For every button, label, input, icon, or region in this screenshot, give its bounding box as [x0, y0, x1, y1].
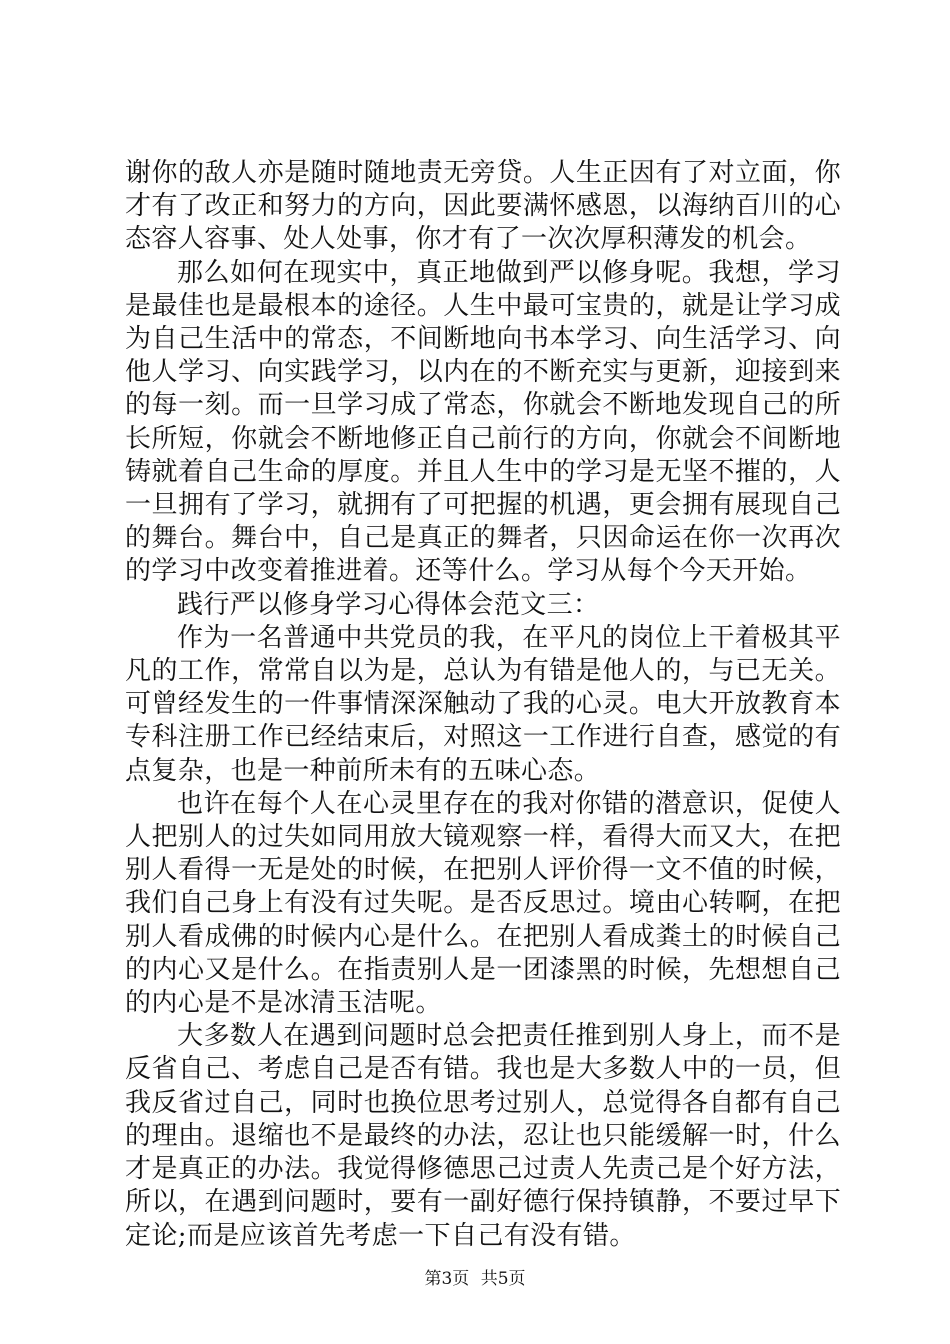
paragraph: 也许在每个人在心灵里存在的我对你错的潜意识，促使人人把别人的过失如同用放大镜观察一样，看得大而又大，在把别人看得一无是处的时候，在把别人评价得一文不值的时候，我们自己身上有没有过失呢。是否反思过。境由心转啊，在把别人看成佛的时候内心是什么。在把别人看成粪土的时候自己的内心又是什么。在指责别人是一团漆黑的时候，先想想自己的内心是不是冰清玉洁呢。: [125, 788, 841, 1019]
paragraph: 谢你的敌人亦是随时随地责无旁贷。人生正因有了对立面，你才有了改正和努力的方向，因此要满怀感恩，以海纳百川的心态容人容事、处人处事，你才有了一次次厚积薄发的机会。: [125, 158, 841, 255]
section-heading: 践行严以修身学习心得体会范文三：: [177, 589, 600, 620]
paragraph: 那么如何在现实中，真正地做到严以修身呢。我想，学习是最佳也是最根本的途径。人生中最可宝贵的，就是让学习成为自己生活中的常态，不间断地向书本学习、向生活学习、向他人学习、向实践学习，以内在的不断充实与更新，迎接到来的每一刻。而一旦学习成了常态，你就会不断地发现自己的所长所短，你就会不断地修正自己前行的方向，你就会不间断地铸就着自己生命的厚度。并且人生中的学习是无坚不摧的，人一旦拥有了学习，就拥有了可把握的机遇，更会拥有展现自己的舞台。舞台中，自己是真正的舞者，只因命运在你一次再次的学习中改变着推进着。还等什么。学习从每个今天开始。: [125, 257, 841, 587]
total-pages: 共5页: [480, 1269, 526, 1289]
paragraph: 大多数人在遇到问题时总会把责任推到别人身上，而不是反省自己、考虑自己是否有错。我也是大多数人中的一员，但我反省过自己，同时也换位思考过别人，总觉得各自都有自己的理由。退缩也不是最终的办法，忍让也只能缓解一时，什么才是真正的办法。我觉得修德思己过责人先责己是个好方法，所以，在遇到问题时，要有一副好德行保持镇静，不要过早下定论;而是应该首先考虑一下自己有没有错。: [125, 1021, 841, 1251]
document-body: [125, 157, 841, 1253]
paragraph: 作为一名普通中共党员的我，在平凡的岗位上干着极其平凡的工作，常常自以为是，总认为有错是他人的，与已无关。可曾经发生的一件事情深深触动了我的心灵。电大开放教育本专科注册工作已经结束后，对照这一工作进行自查，感觉的有点复杂，也是一种前所未有的五味心态。: [125, 622, 841, 786]
page-number: 第3页: [424, 1269, 470, 1289]
page-footer: [0, 1264, 950, 1289]
